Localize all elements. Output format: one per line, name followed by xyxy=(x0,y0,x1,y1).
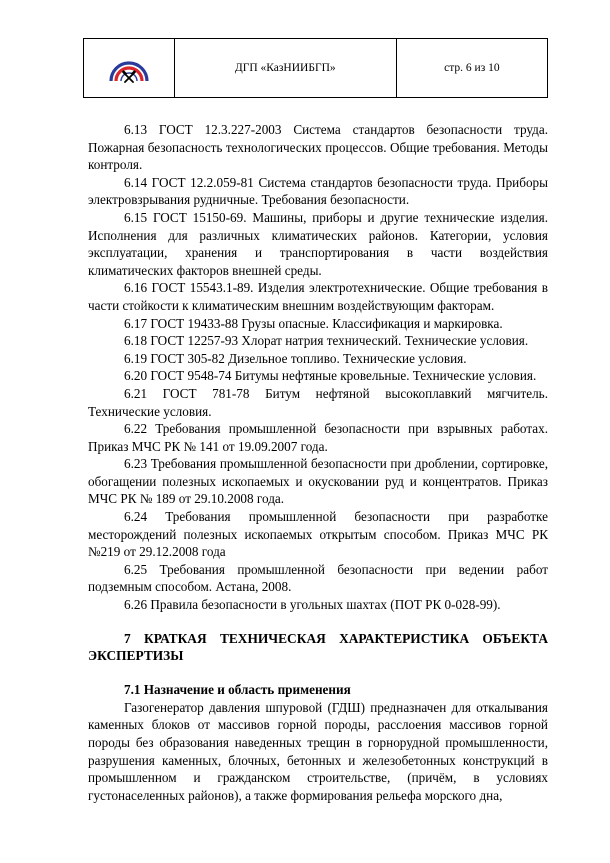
section-body-paragraph: Газогенератор давления шпуровой (ГДШ) предназначен для откалывания каменных блоков от массивов горной породы, расслоения массивов горной породы без образования наведенных трещин в горнорудной промышленности, разрушения каменных, блочных, бетонных и железобетонных конструкций в промышленном и гражданском строительстве, (причём, в условиях густонаселенных районов), а также формирования рельефа морского дна, xyxy=(88,699,548,803)
reference-item: 6.19 ГОСТ 305-82 Дизельное топливо. Технические условия. xyxy=(124,350,467,366)
page-header xyxy=(83,38,548,98)
subsection-heading: 7.1 Назначение и область применения xyxy=(124,682,351,698)
reference-item: 6.15 ГОСТ 15150-69. Машины, приборы и другие технические изделия. Исполнения для различных климатических районов. Категории, условия эксплуатации, хранения и транспортирования в части воздействия климатических факторов внешней среды. xyxy=(88,209,548,278)
reference-item: 6.20 ГОСТ 9548-74 Битумы нефтяные кровельные. Технические условия. xyxy=(124,368,537,384)
reference-item: 6.21 ГОСТ 781-78 Битум нефтяной высокоплавкий мягчитель. Технические условия. xyxy=(88,385,548,419)
document-body xyxy=(88,121,548,804)
section-heading: 7 КРАТКАЯ ТЕХНИЧЕСКАЯ ХАРАКТЕРИСТИКА ОБЪЕКТА ЭКСПЕРТИЗЫ xyxy=(88,630,548,664)
reference-item: 6.24 Требования промышленной безопасности при разработке месторождений полезных ископаемых открытым способом. Приказ МЧС РК №219 от 29.12.2008 года xyxy=(88,509,548,560)
page-number: стр. 6 из 10 xyxy=(396,39,547,98)
reference-item: 6.23 Требования промышленной безопасности при дроблении, сортировке, обогащении полезных ископаемых и окусковании руд и концентратов. Приказ МЧС РК № 189 от 29.10.2008 года. xyxy=(88,456,548,507)
crossed-hammers-logo-icon xyxy=(84,51,174,85)
reference-item: 6.16 ГОСТ 15543.1-89. Изделия электротехнические. Общие требования в части стойкости к климатическим внешним воздействующим факторам. xyxy=(88,280,548,313)
reference-item: 6.26 Правила безопасности в угольных шахтах (ПОТ РК 0-028-99). xyxy=(124,597,501,613)
reference-item: 6.13 ГОСТ 12.3.227-2003 Система стандартов безопасности труда. Пожарная безопасность технологических процессов. Общие требования. Методы контроля. xyxy=(88,122,548,173)
organization-name: ДГП «КазНИИБГП» xyxy=(174,39,396,98)
reference-item: 6.14 ГОСТ 12.2.059-81 Система стандартов безопасности труда. Приборы электровзрывания рудничные. Требования безопасности. xyxy=(88,174,548,208)
logo-cell xyxy=(84,39,175,98)
reference-item: 6.25 Требования промышленной безопасности при ведении работ подземным способом. Астана, 2008. xyxy=(88,561,548,595)
reference-item: 6.18 ГОСТ 12257-93 Хлорат натрия технический. Технические условия. xyxy=(124,333,529,349)
reference-item: 6.17 ГОСТ 19433-88 Грузы опасные. Классификация и маркировка. xyxy=(124,315,503,331)
reference-item: 6.22 Требования промышленной безопасности при взрывных работах. Приказ МЧС РК № 141 от 19.09.2007 года. xyxy=(88,421,548,454)
